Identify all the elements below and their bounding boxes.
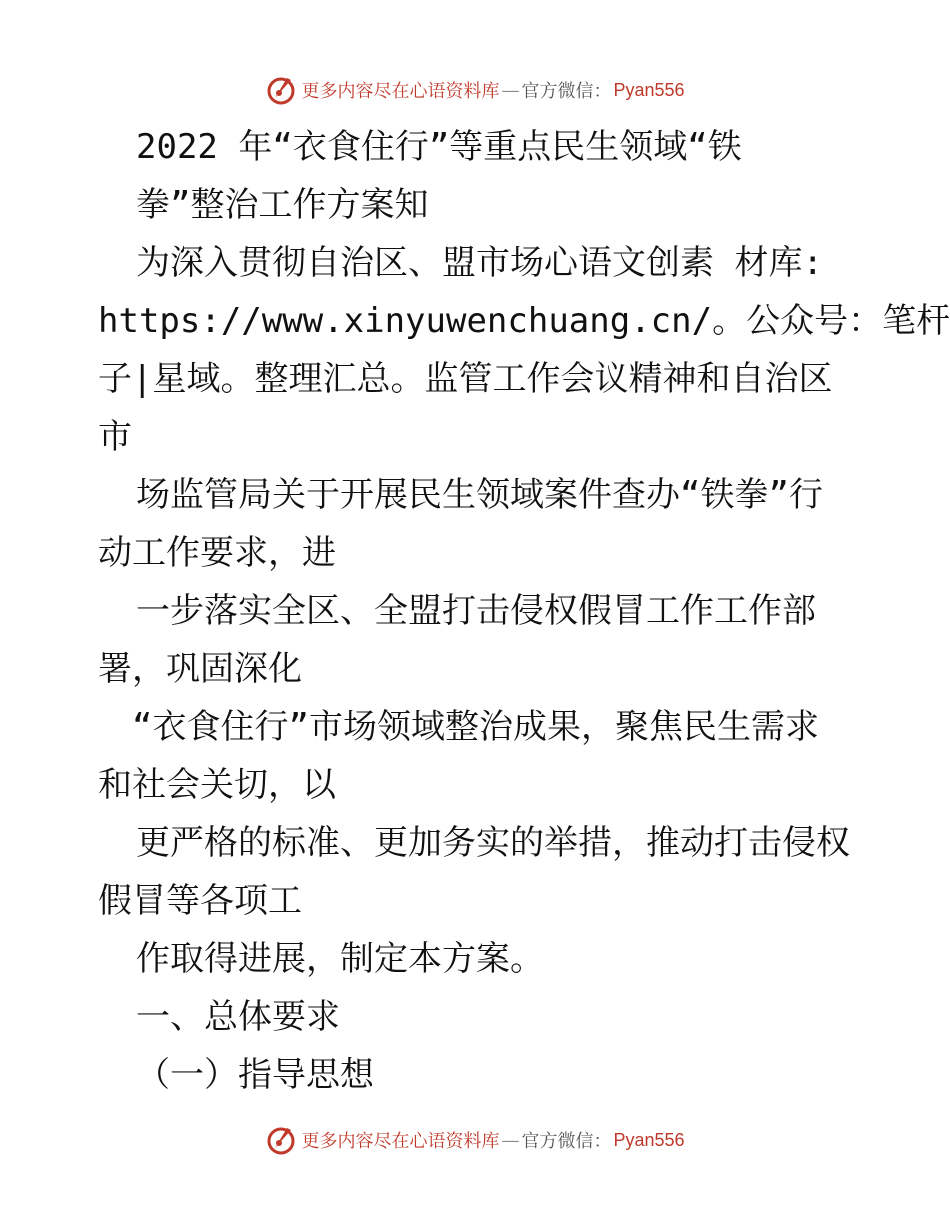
paragraph-line: 场监管局关于开展民生领域案件查办“铁拳”行 <box>136 475 823 515</box>
paragraph-line: 子|星域。整理汇总。监管工作会议精神和自治区 <box>98 359 833 399</box>
paragraph-line: https://www.xinyuwenchuang.cn/。公众号：笔杆 <box>98 301 950 341</box>
watermark-separator: — <box>501 79 520 101</box>
paragraph-line: 署，巩固深化 <box>98 649 302 689</box>
document-body <box>98 118 950 1104</box>
watermark-wechat-id: Pyan556 <box>613 79 685 100</box>
watermark-separator: — <box>501 1129 520 1151</box>
paragraph-line: 和社会关切，以 <box>98 765 336 805</box>
watermark-site-name: 更多内容尽在心语资料库 <box>301 1131 500 1152</box>
paragraph-line: 为深入贯彻自治区、盟市场心语文创素 材库: <box>136 243 823 283</box>
paragraph-line: 市 <box>98 417 132 457</box>
paragraph-line: 一步落实全区、全盟打击侵权假冒工作工作部 <box>136 591 816 631</box>
header-watermark <box>0 70 950 110</box>
quill-logo-icon <box>265 74 297 106</box>
paragraph-line: 更严格的标准、更加务实的举措，推动打击侵权 <box>136 823 850 863</box>
watermark-official-label: 官方微信： <box>521 1131 612 1152</box>
title-line-2: 拳”整治工作方案知 <box>136 185 429 225</box>
paragraph-line: 动工作要求，进 <box>98 533 336 573</box>
footer-watermark <box>0 1120 950 1160</box>
section-heading: 一、总体要求 <box>136 997 340 1037</box>
watermark-site-name: 更多内容尽在心语资料库 <box>301 81 500 102</box>
quill-logo-icon <box>265 1124 297 1156</box>
paragraph-line: “衣食住行”市场领域整治成果，聚焦民生需求 <box>132 707 819 747</box>
paragraph-line: 假冒等各项工 <box>98 881 302 921</box>
title-line-1: 2022 年“衣食住行”等重点民生领域“铁 <box>136 127 742 167</box>
subsection-heading: （一）指导思想 <box>136 1055 374 1095</box>
watermark-official-label: 官方微信： <box>521 81 612 102</box>
watermark-wechat-id: Pyan556 <box>613 1129 685 1150</box>
paragraph-line: 作取得进展，制定本方案。 <box>136 939 544 979</box>
